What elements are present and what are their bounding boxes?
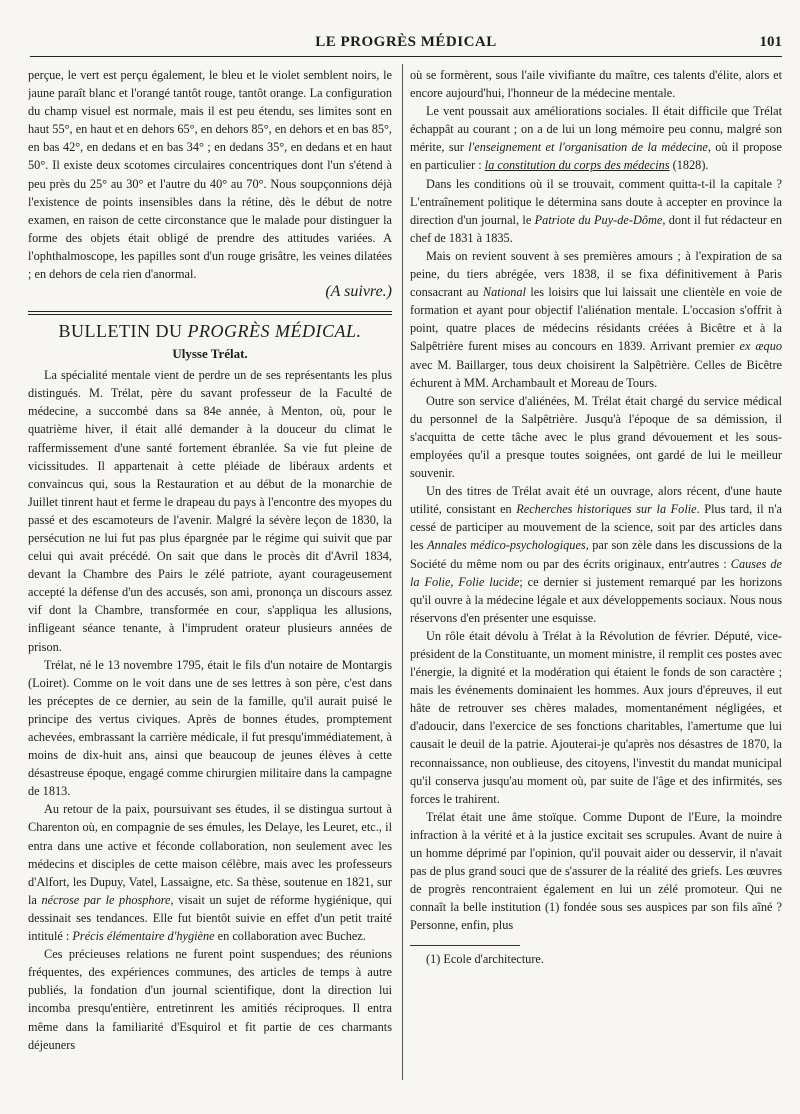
footnote-rule [410, 945, 520, 946]
text-run: (1828). [669, 158, 709, 173]
paragraph: La spécialité mentale vient de perdre un de ses représentants les plus distingués. M. Trélat, père du savant professeur de la Faculté de médecine, a succombé dans sa 84e année, à Menton, où, pour le quatrième hiver, il était allé demander à la douceur du climat le raffermissement d'une santé fortement ébranlée. Sa vie fut pleine de vicissitudes. Il appartenait à cette pléiade de libéraux ardents et convaincus qui, sous la Restauration et au début de la monarchie de Juillet tinrent haut et ferme le drapeau du pays à l'encontre des myopes du passé et des escamoteurs de l'avenir. Malgré la sévère leçon de 1830, la persécution ne lui fut pas plus épargnée par le régime qui suivit que par celui qui avait précédé. On sait que dans le procès dit d'Avril 1834, devant la Chambre des Pairs le zélé patriote, ayant courageusement accepté la défense d'un des accusés, son ami, prononça un discours assez vif dont la Chambre, transformée en cour, s'appliqua les allusions, infligeant séance tenante, à l'imprudent orateur plusieurs années de prison. [28, 368, 392, 654]
italic-text: National [482, 285, 526, 300]
text-run: Un des titres de Trélat avait été un ouvrage, alors récent, d'une haute utilité, consistant en [410, 484, 782, 517]
text-run: Mais on revient souvent à ses premières amours ; à l'expiration de sa peine, du tiers abrégée, vers 1838, il se fixa définitivement à Paris consacrant au [410, 248, 782, 300]
article-title: Ulysse Trélat. [172, 346, 248, 362]
underlined-italic-text: la constitution du corps des médecins [484, 158, 670, 173]
paragraph [410, 102, 782, 174]
text-run: Dans les conditions où il se trouvait, comment quitta-t-il la capitale ? L'entraînement politique le détermina sans doute à accepter en province la direction d'un journal, le [410, 176, 782, 227]
paragraph [410, 482, 782, 627]
italic-text: nécrose par le phosphore [41, 892, 171, 907]
paragraph: perçue, le vert est perçu également, le bleu et le violet semblent noirs, le jaune paraît blanc et l'orangé tantôt rouge, tantôt orange. La configuration du champ visuel est normale, mais il est peu étendu, ses limites sont en haut 55°, en haut et en dehors 65°, en dehors 85°, en dehors et en bas 85°, en bas 42°, en dedans et en bas 34° ; en dedans 35°, en dedans et en haut 50°. Il existe deux scotomes circulaires concentriques dont l'un s'étend à peu près du 25° au 30° et l'autre du 40° au 70°. Nous soupçonnions déjà l'existence de points insensibles dans la rétine, dès le début de notre examen, en raison de cette circonstance que le malade pour distinguer la forme des objets était obligé de prendre des attitudes variées. A l'ophthalmoscope, les papilles sont d'un rouge grisâtre, les veines dilatées ; en dehors de cela rien d'anormal. [28, 68, 392, 282]
italic-text: Recherches historiques sur la Folie [516, 502, 697, 517]
paragraph: Un rôle était dévolu à Trélat à la Révolution de février. Député, vice-président de la Constituante, un moment ministre, il remplit ces postes avec l'énergie, la dignité et la modération qui étaient le fonds de son caractère ; mais les événements dominaient les hommes. Aux jours d'épreuves, il eut hâte de retrouver ses chères malades, momentanément négligées, et d'adoucir, dans l'exercice de ses fonctions charitables, l'amertume que lui causait le deuil de la patrie. Ajouterai-je qu'après nos désastres de 1870, la reconnaissance, non oublieuse, des citoyens, l'investit du mandat municipal qu'il conserva jusqu'au moment où, par suite de l'âge et des infirmités, ses forces le trahirent. [410, 628, 782, 806]
paragraph [28, 800, 392, 945]
paragraph: Outre son service d'aliénées, M. Trélat était chargé du service médical du personnel de la Salpêtrière. Jusqu'à l'époque de sa démission, il s'acquitta de cette tâche avec le plus grand dévouement et les sous-employées qu'il a presque toutes soignées, ont gardé de lui le meilleur souvenir. [410, 393, 782, 481]
paragraph: Trélat était une âme stoïque. Comme Dupont de l'Eure, la moindre infraction à la vérité et à la justice excitait ses scrupules. Avant de nuire à un homme déprimé par l'opinion, qu'il pouvait aider ou desservir, il n'avait pas de plus grand souci que de s'assurer de la réalité des griefs. Les œuvres de progrès rencontraient également en lui un zélé promoteur. Qui ne connaît la belle institution (1) fondée sous ses auspices par son fils aîné ? Personne, enfin, plus [410, 809, 782, 933]
paragraph: Trélat, né le 13 novembre 1795, était le fils d'un notaire de Montargis (Loiret). Comme on le voit dans une de ses lettres à son père, c'est dans les préceptes de ce dernier, au sein de la famille, qu'il aurait puisé le principe des vertus civiques. Après de bonnes études, promptement achevées, embrassant la carrière médicale, il fut presqu'immédiatement, à moins de dix-huit ans, ainsi que beaucoup de jeunes élèves à cette désastreuse époque, engagé comme chirurgien militaire dans la campagne de 1813. [28, 657, 392, 799]
footnote: (1) Ecole d'architecture. [426, 951, 544, 966]
italic-text: l'enseignement et l'organisation de la médecine [468, 140, 708, 155]
left-column [28, 66, 392, 1078]
text-run: . Plus tard, il n'a cessé de participer au mouvement de la science, soit par des articles dans les [410, 502, 782, 553]
running-title: LE PROGRÈS MÉDICAL [315, 34, 497, 50]
page-number: 101 [759, 34, 782, 50]
italic-text: Causes de la Folie, Folie lucide [410, 556, 782, 589]
paragraph: où se formèrent, sous l'aile vivifiante du maître, ces talents d'élite, alors et encore aujourd'hui, l'honneur de la médecine mentale. [410, 68, 782, 101]
column-divider [402, 64, 403, 1080]
section-divider [28, 311, 392, 315]
text-run: avec M. Baillarger, tous deux choisirent la Salpêtrière. Celles de Bicêtre échurent à MM. Archambault et Moreau de Tours. [410, 357, 782, 390]
text-run: , par son zèle dans les discussions de la Société du même nom ou par des écrits originaux, entr'autres : [410, 538, 782, 571]
text-run: , visait un sujet de réforme hygiénique, qui dessinait ses tendances. Elle fut bientôt suivie en effet d'un petit traité intitulé : [28, 892, 392, 944]
paragraph [410, 175, 782, 247]
section-heading-journal: PROGRÈS MÉDICAL. [187, 321, 362, 342]
text-run: ; ce dernier si justement remarqué par les horizons qu'il ouvre à la médecine légale et aux développements sociaux. Nous nous réservons d'en présenter une esquisse. [410, 574, 782, 625]
paragraph [410, 247, 782, 392]
text-run: en collaboration avec Buchez. [214, 929, 366, 944]
italic-text: Annales médico-psychologiques [427, 538, 586, 553]
text-run: , où il propose en particulier : [410, 140, 782, 173]
text-run: Le vent poussait aux améliorations sociales. Il était difficile que Trélat échappât au courant ; on a de lui un long mémoire peu connu, malgré son mérite, sur [410, 104, 782, 155]
right-column [410, 66, 782, 1078]
italic-text: ex æquo [739, 339, 782, 354]
text-run: Au retour de la paix, poursuivant ses études, il se distingua surtout à Charenton où, en compagnie de ses émules, les Delaye, les Leuret, etc., il entra dans une active et féconde collaboration, non seulement avec les médecins et disciples de cette maison célèbre, mais avec les professeurs d'Alfort, les Dupuy, Vatel, Lassaigne, etc. Sa thèse, soutenue en 1821, sur la [28, 802, 392, 907]
section-heading [28, 321, 392, 342]
italic-text: Précis élémentaire d'hygiène [72, 929, 215, 944]
page-header [30, 34, 782, 57]
italic-text: Patriote du Puy-de-Dôme [534, 212, 663, 227]
paragraph: Ces précieuses relations ne furent point suspendues; des réunions fréquentes, des expériences communes, des articles de temps à autre publiés, la fondation d'un journal scientifique, dont la direction lui incomba presqu'entière, entretinrent les amitiés réciproques. Il entra même dans la familiarité d'Esquirol et fit partie de ces charmants déjeuners [28, 947, 392, 1052]
text-run: , dont il fut rédacteur en chef de 1831 à 1835. [410, 212, 782, 245]
to-be-continued: (A suivre.) [325, 283, 392, 301]
text-run: les loisirs que lui laissait une clientèle en voie de formation et ayant pour objectif l'aliénation mentale. L'occasion s'offrit à point, quatre places de médecins résidants créées à Bicêtre et à la Salpêtrière furent mises au concours en 1839. Arrivant premier [410, 285, 782, 354]
section-heading-word: BULLETIN DU [58, 321, 183, 342]
